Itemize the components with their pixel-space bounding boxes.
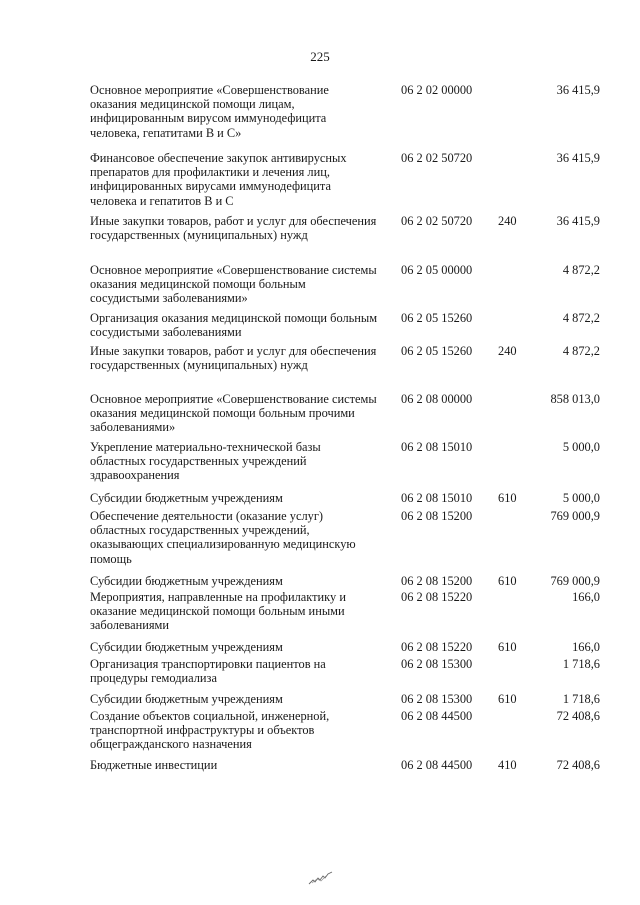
row-code: 06 2 08 15220: [401, 640, 473, 654]
table-row: [0, 392, 640, 440]
row-amount: 72 408,6: [556, 709, 600, 723]
row-name: Субсидии бюджетным учреждениям: [90, 491, 283, 505]
row-code: 06 2 02 00000: [401, 83, 473, 97]
row-amount: 858 013,0: [550, 392, 600, 406]
table-row: [0, 758, 640, 776]
budget-table: [0, 83, 640, 776]
row-type: 410: [498, 758, 517, 772]
row-type: 610: [498, 491, 517, 505]
row-amount: 769 000,9: [550, 509, 600, 523]
table-row: [0, 692, 640, 709]
row-type: 240: [498, 344, 517, 358]
row-code: 06 2 08 15300: [401, 692, 473, 706]
row-code: 06 2 08 15010: [401, 491, 473, 505]
row-name: Основное мероприятие «Совершенствование оказания медицинской помощи лицам, инфицированным вирусом иммунодефицита человека, гепатитами В и С»: [90, 83, 329, 140]
table-row: [0, 151, 640, 214]
row-amount: 4 872,2: [562, 311, 600, 325]
row-amount: 1 718,6: [562, 692, 600, 706]
table-row: [0, 574, 640, 590]
page-number: 225: [310, 49, 330, 64]
row-code: 06 2 05 15260: [401, 344, 473, 358]
table-row: [0, 83, 640, 151]
row-code: 06 2 08 44500: [401, 709, 473, 723]
table-row: [0, 509, 640, 574]
row-name: Обеспечение деятельности (оказание услуг) областных государственных учреждений, оказывающих специализированную медицинскую помощь: [90, 509, 356, 566]
row-code: 06 2 05 00000: [401, 263, 473, 277]
table-row: [0, 263, 640, 311]
row-name: Основное мероприятие «Совершенствование системы оказания медицинской помощи больным сосудистыми заболеваниями»: [90, 263, 377, 306]
table-row: [0, 590, 640, 640]
table-row: [0, 440, 640, 491]
row-type: 610: [498, 574, 517, 588]
row-type: 610: [498, 692, 517, 706]
table-row: [0, 214, 640, 263]
row-name: Организация транспортировки пациентов на процедуры гемодиализа: [90, 657, 326, 686]
row-name: Основное мероприятие «Совершенствование системы оказания медицинской помощи больным прочими заболеваниями»: [90, 392, 377, 435]
row-code: 06 2 08 15010: [401, 440, 473, 454]
row-amount: 5 000,0: [562, 491, 600, 505]
row-code: 06 2 05 15260: [401, 311, 473, 325]
row-code: 06 2 08 15220: [401, 590, 473, 604]
table-row: [0, 344, 640, 392]
row-amount: 769 000,9: [550, 574, 600, 588]
row-name: Субсидии бюджетным учреждениям: [90, 692, 283, 706]
table-row: [0, 311, 640, 344]
row-code: 06 2 08 15200: [401, 509, 473, 523]
table-row: [0, 709, 640, 758]
row-name: Бюджетные инвестиции: [90, 758, 218, 772]
row-name: Мероприятия, направленные на профилактику и оказание медицинской помощи больным иными заболеваниями: [90, 590, 346, 633]
row-amount: 4 872,2: [562, 263, 600, 277]
table-row: [0, 657, 640, 692]
table-row: [0, 491, 640, 509]
row-code: 06 2 02 50720: [401, 151, 473, 165]
row-code: 06 2 08 15200: [401, 574, 473, 588]
row-amount: 5 000,0: [562, 440, 600, 454]
row-name: Субсидии бюджетным учреждениям: [90, 640, 283, 654]
signature-mark: [308, 870, 334, 886]
table-row: [0, 640, 640, 657]
row-name: Финансовое обеспечение закупок антивирусных препаратов для профилактики и лечения лиц, инфицированных вирусами иммунодефицита человека и гепатитов В и С: [90, 151, 347, 208]
row-code: 06 2 02 50720: [401, 214, 473, 228]
row-name: Создание объектов социальной, инженерной, транспортной инфраструктуры и объектов общегражданского назначения: [90, 709, 330, 752]
row-name: Субсидии бюджетным учреждениям: [90, 574, 283, 588]
row-amount: 72 408,6: [556, 758, 600, 772]
row-amount: 36 415,9: [556, 151, 600, 165]
row-type: 240: [498, 214, 517, 228]
row-code: 06 2 08 44500: [401, 758, 473, 772]
row-code: 06 2 08 00000: [401, 392, 473, 406]
row-amount: 166,0: [572, 640, 600, 654]
row-code: 06 2 08 15300: [401, 657, 473, 671]
row-name: Укрепление материально-технической базы областных государственных учреждений здравоохранения: [90, 440, 321, 483]
row-amount: 166,0: [572, 590, 600, 604]
row-name: Иные закупки товаров, работ и услуг для обеспечения государственных (муниципальных) нужд: [90, 344, 377, 373]
row-type: 610: [498, 640, 517, 654]
row-amount: 4 872,2: [562, 344, 600, 358]
row-name: Иные закупки товаров, работ и услуг для обеспечения государственных (муниципальных) нужд: [90, 214, 377, 243]
row-name: Организация оказания медицинской помощи больным сосудистыми заболеваниями: [90, 311, 378, 340]
row-amount: 1 718,6: [562, 657, 600, 671]
row-amount: 36 415,9: [556, 83, 600, 97]
row-amount: 36 415,9: [556, 214, 600, 228]
